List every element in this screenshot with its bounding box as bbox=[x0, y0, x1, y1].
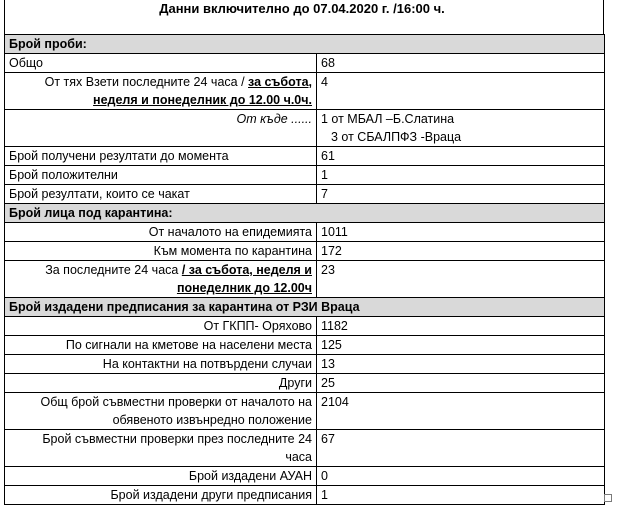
section-header: Брой издадени предписания за карантина от РЗИ Враца bbox=[5, 298, 605, 317]
row-value: 1 bbox=[317, 486, 605, 505]
row-label: Брой резултати, които се чакат bbox=[5, 185, 317, 204]
row-value: 13 bbox=[317, 355, 605, 374]
table-row bbox=[5, 355, 605, 374]
table-row bbox=[5, 261, 605, 298]
row-value: 4 bbox=[317, 73, 605, 110]
row-value: 25 bbox=[317, 374, 605, 393]
row-value: 68 bbox=[317, 54, 605, 73]
row-value: 1 bbox=[317, 166, 605, 185]
row-value: 172 bbox=[317, 242, 605, 261]
row-label: От началото на епидемията bbox=[5, 223, 317, 242]
label-emphasis: / за събота, неделя и bbox=[181, 263, 312, 277]
label-emphasis: понеделник до 12.00ч bbox=[176, 281, 312, 295]
row-value: 61 bbox=[317, 147, 605, 166]
table-row bbox=[5, 317, 605, 336]
table-row bbox=[5, 54, 605, 73]
label-text: От тях Взети последните 24 часа / bbox=[44, 75, 249, 89]
row-label: Други bbox=[5, 374, 317, 393]
row-label bbox=[5, 110, 317, 147]
row-label: Брой издадени АУАН bbox=[5, 467, 317, 486]
table-resize-handle[interactable] bbox=[604, 494, 612, 502]
table-row bbox=[5, 147, 605, 166]
row-label bbox=[5, 393, 317, 430]
label-text: За последните 24 часа bbox=[45, 263, 182, 277]
row-value: 2104 bbox=[317, 393, 605, 430]
section-header: Брой проби: bbox=[5, 35, 605, 54]
row-label: По сигнали на кметове на населени места bbox=[5, 336, 317, 355]
row-label: Брой издадени други предписания bbox=[5, 486, 317, 505]
table-row bbox=[5, 223, 605, 242]
label-emphasis: за събота, bbox=[248, 75, 312, 89]
row-value: 0 bbox=[317, 467, 605, 486]
table-row bbox=[5, 486, 605, 505]
table-row bbox=[5, 467, 605, 486]
row-value: 1182 bbox=[317, 317, 605, 336]
section-tests bbox=[5, 35, 605, 54]
row-label: Общо bbox=[5, 54, 317, 73]
value-line: 1 от МБАЛ –Б.Слатина bbox=[321, 112, 455, 126]
label-italic: От къде ...... bbox=[236, 112, 312, 126]
row-label: На контактни на потвърдени случаи bbox=[5, 355, 317, 374]
table-row bbox=[5, 185, 605, 204]
label-line: Брой съвместни проверки през последните 24 bbox=[42, 432, 312, 446]
table-row bbox=[5, 242, 605, 261]
table-row bbox=[5, 393, 605, 430]
row-label: От ГКПП- Оряхово bbox=[5, 317, 317, 336]
page-title: Данни включително до 07.04.2020 г. /16:00 ч. bbox=[159, 1, 445, 16]
value-line: 3 от СБАЛПФЗ -Враца bbox=[331, 130, 462, 144]
label-line: часа bbox=[285, 450, 312, 464]
row-label: Брой получени резултати до момента bbox=[5, 147, 317, 166]
section-header: Брой лица под карантина: bbox=[5, 204, 605, 223]
row-value: 1011 bbox=[317, 223, 605, 242]
label-line: Общ брой съвместни проверки от началото на bbox=[40, 395, 312, 409]
data-table bbox=[4, 34, 605, 505]
table-row bbox=[5, 336, 605, 355]
row-value: 67 bbox=[317, 430, 605, 467]
table-row bbox=[5, 73, 605, 110]
row-label bbox=[5, 261, 317, 298]
table-row bbox=[5, 374, 605, 393]
label-line: обявеното извънредно положение bbox=[112, 413, 312, 427]
row-value bbox=[317, 110, 605, 147]
label-emphasis: неделя и понеделник до 12.00 ч.0ч. bbox=[93, 93, 312, 107]
row-label: Към момента по карантина bbox=[5, 242, 317, 261]
table-row bbox=[5, 166, 605, 185]
row-value: 23 bbox=[317, 261, 605, 298]
table-row bbox=[5, 110, 605, 147]
section-prescriptions bbox=[5, 298, 605, 317]
row-label bbox=[5, 73, 317, 110]
row-value: 125 bbox=[317, 336, 605, 355]
row-label bbox=[5, 430, 317, 467]
row-value: 7 bbox=[317, 185, 605, 204]
section-quarantine bbox=[5, 204, 605, 223]
table-row bbox=[5, 430, 605, 467]
row-label: Брой положителни bbox=[5, 166, 317, 185]
